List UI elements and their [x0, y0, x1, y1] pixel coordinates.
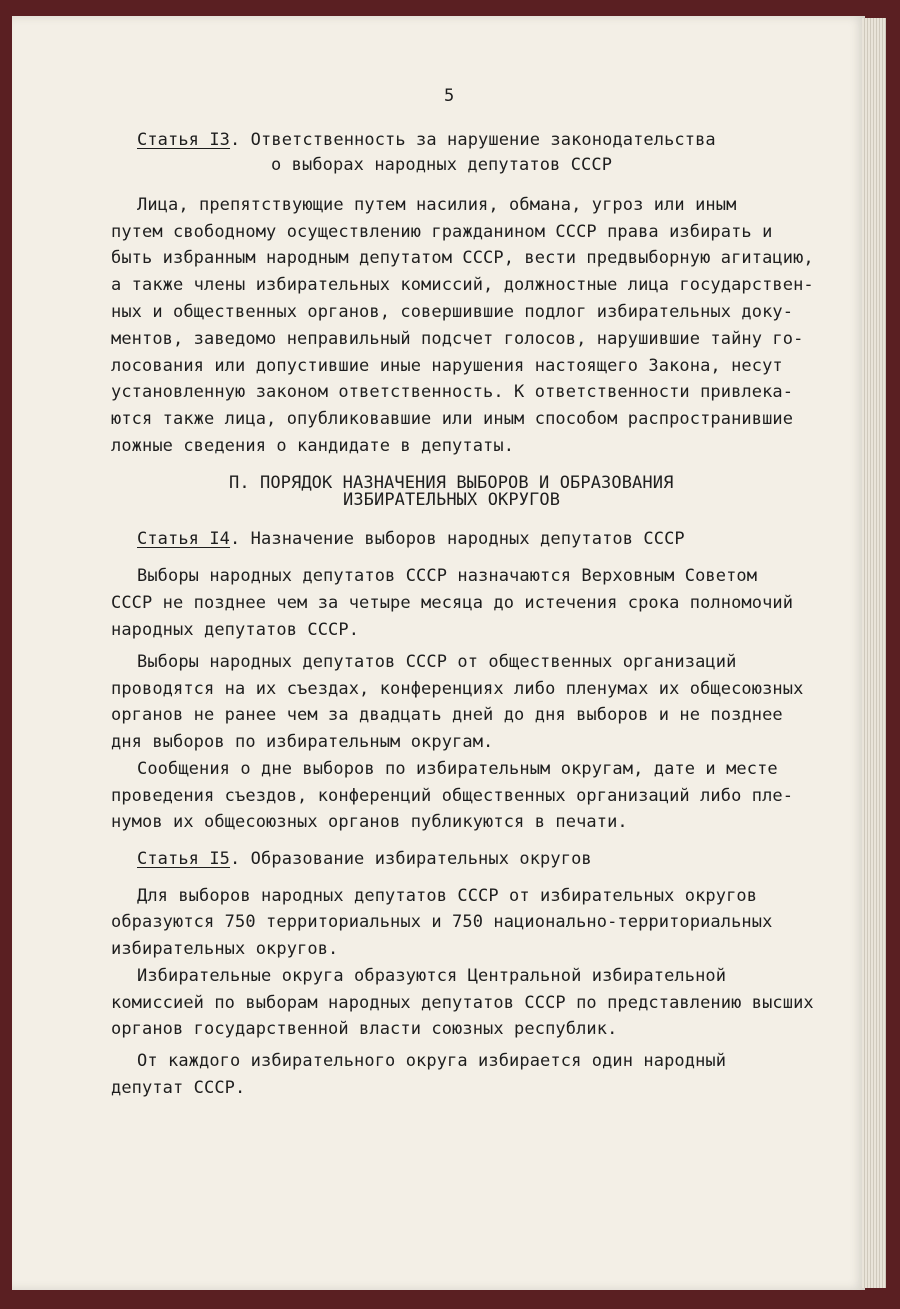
article-15-line: Избирательные округа образуются Центральной избирательной: [137, 966, 727, 986]
article-14-line: органов не ранее чем за двадцать дней до дня выборов и не позднее: [111, 705, 783, 725]
article-13-line: путем свободному осуществлению гражданином СССР права избирать и: [111, 222, 773, 242]
article-15-line: органов государственной власти союзных республик.: [111, 1019, 618, 1039]
article-13-line: ментов, заведомо неправильный подсчет голосов, нарушившие тайну го-: [111, 329, 804, 349]
article-14-line: Выборы народных депутатов СССР назначаются Верховным Советом: [137, 566, 758, 586]
section-2-heading-line2: ИЗБИРАТЕЛЬНЫХ ОКРУГОВ: [343, 490, 561, 510]
article-14-line: СССР не позднее чем за четыре месяца до истечения срока полномочий: [111, 593, 794, 613]
article-15-label: Статья I5: [137, 849, 231, 869]
article-15-line: Для выборов народных депутатов СССР от избирательных округов: [137, 886, 758, 906]
article-15-line: избирательных округов.: [111, 939, 339, 959]
article-13-line: установленную законом ответственность. К ответственности привлека-: [111, 382, 794, 402]
article-15-title: . Образование избирательных округов: [230, 849, 592, 869]
article-13-title-line2: о выборах народных депутатов СССР: [271, 155, 613, 175]
article-13-line: Лица, препятствующие путем насилия, обмана, угроз или иным: [137, 195, 737, 215]
page-number: 5: [444, 86, 455, 106]
article-13-line: быть избранным народным депутатом СССР, вести предвыборную агитацию,: [111, 248, 814, 268]
article-15-line: От каждого избирательного округа избирается один народный: [137, 1051, 727, 1071]
article-15-line: образуются 750 территориальных и 750 национально-территориальных: [111, 912, 773, 932]
article-14-line: проведения съездов, конференций общественных организаций либо пле-: [111, 786, 794, 806]
article-13-heading: [137, 130, 716, 150]
article-13-line: а также члены избирательных комиссий, должностные лица государствен-: [111, 275, 814, 295]
article-14-line: проводятся на их съездах, конференциях либо пленумах их общесоюзных: [111, 679, 804, 699]
article-14-line: дня выборов по избирательным округам.: [111, 732, 494, 752]
article-14-line: Сообщения о дне выборов по избирательным округам, дате и месте: [137, 759, 778, 779]
article-15-line: депутат СССР.: [111, 1078, 246, 1098]
article-14-title: . Назначение выборов народных депутатов СССР: [230, 529, 685, 549]
article-14-label: Статья I4: [137, 529, 231, 549]
article-14-line: нумов их общесоюзных органов публикуются в печати.: [111, 812, 628, 832]
article-14-line: Выборы народных депутатов СССР от общественных организаций: [137, 652, 737, 672]
article-15-line: комиссией по выборам народных депутатов СССР по представлению высших: [111, 993, 814, 1013]
article-14-heading: [137, 529, 685, 549]
article-14-line: народных депутатов СССР.: [111, 620, 360, 640]
article-13-line: ложные сведения о кандидате в депутаты.: [111, 436, 515, 456]
article-13-line: ных и общественных органов, совершившие подлог избирательных доку-: [111, 302, 794, 322]
article-13-title: . Ответственность за нарушение законодательства: [230, 130, 716, 150]
article-13-line: лосования или допустившие иные нарушения настоящего Закона, несут: [111, 356, 783, 376]
section-2-heading: П. ПОРЯДОК НАЗНАЧЕНИЯ ВЫБОРОВ И ОБРАЗОВАНИЯ: [229, 473, 674, 493]
article-15-heading: [137, 849, 592, 869]
article-13-label: Статья I3: [137, 130, 231, 150]
article-13-line: ются также лица, опубликовавшие или иным способом распространившие: [111, 409, 794, 429]
